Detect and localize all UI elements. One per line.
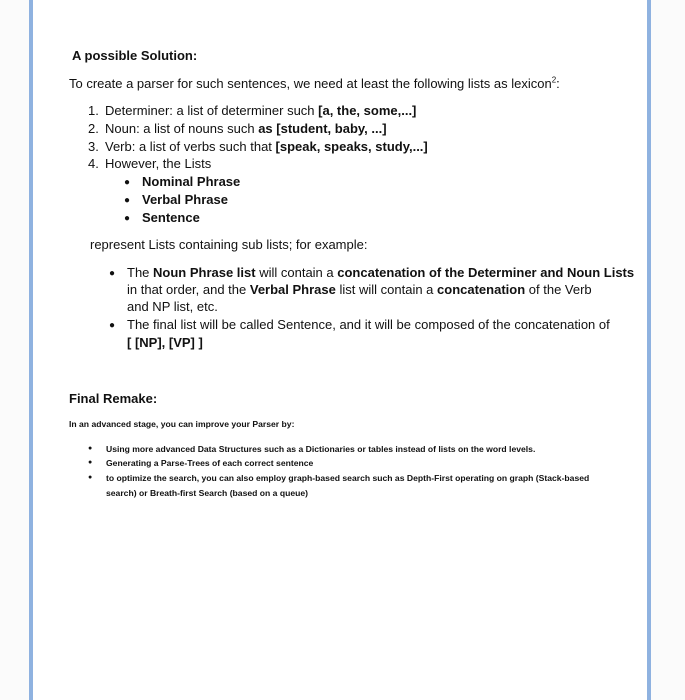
list-number: 4. (88, 156, 99, 171)
list-number: 2. (88, 121, 99, 136)
text-run: in that order, and the (127, 282, 250, 297)
example1-line1 (127, 265, 634, 280)
sub-item-nominal-phrase: Nominal Phrase (142, 174, 241, 189)
solution-intro (69, 76, 560, 91)
list-number: 1. (88, 103, 99, 118)
remake-bullet-3-cont: search) or Breath-first Search (based on a queue) (106, 488, 309, 498)
solution-heading: A possible Solution: (72, 48, 198, 63)
example1-line3: and NP list, etc. (127, 299, 218, 314)
list-number: 3. (88, 139, 99, 154)
text-run: will contain a (255, 265, 338, 280)
bold-run: concatenation of the Determiner and Noun Lists (337, 265, 635, 280)
list-text: However, the Lists (105, 156, 212, 171)
remake-bullet-3: to optimize the search, you can also employ graph-based search such as Depth-First operating on graph (Stack-based (106, 473, 590, 483)
text-run: The (127, 265, 154, 280)
list-text: Determiner: a list of determiner such (105, 103, 319, 118)
list-item-determiner (88, 103, 416, 118)
bold-run: Verbal Phrase (249, 282, 336, 297)
bullet-icon: ● (124, 177, 131, 188)
remake-bullet-1: Using more advanced Data Structures such as a Dictionaries or tables instead of lists on the word levels. (106, 444, 536, 454)
remake-bullet-2: Generating a Parse-Trees of each correct sentence (106, 458, 314, 468)
list-text: Verb: a list of verbs such that (105, 139, 276, 154)
bold-run: concatenation (437, 282, 526, 297)
footnote-ref: 2 (551, 75, 557, 85)
text-run: of the Verb (525, 282, 592, 297)
example2-line2: [ [NP], [VP] ] (127, 335, 203, 350)
list-bold: as [student, baby, ...] (258, 121, 387, 136)
list-item-however (88, 156, 211, 171)
bullet-icon: ● (109, 320, 116, 331)
sub-item-verbal-phrase: Verbal Phrase (142, 192, 228, 207)
bullet-icon: ● (109, 268, 116, 279)
list-item-noun (88, 121, 387, 136)
bold-run: Noun Phrase list (153, 265, 256, 280)
list-text: Noun: a list of nouns such (105, 121, 259, 136)
example1-line2 (127, 282, 592, 297)
solution-intro-end: : (556, 76, 560, 91)
text-run: list will contain a (335, 282, 438, 297)
bullet-icon: ● (88, 474, 93, 481)
example2-line1: The final list will be called Sentence, and it will be composed of the concatenation of (127, 317, 610, 332)
represent-text: represent Lists containing sub lists; for example: (90, 237, 368, 252)
solution-intro-text: To create a parser for such sentences, we need at least the following lists as lexicon (69, 76, 552, 91)
list-bold: [a, the, some,...] (318, 103, 417, 118)
bullet-icon: ● (124, 213, 131, 224)
bullet-icon: ● (88, 459, 93, 466)
list-item-verb (88, 139, 428, 154)
remake-intro: In an advanced stage, you can improve your Parser by: (69, 419, 295, 429)
bullet-icon: ● (124, 195, 131, 206)
sub-item-sentence: Sentence (142, 210, 200, 225)
bullet-icon: ● (88, 445, 93, 452)
list-bold: [speak, speaks, study,...] (275, 139, 428, 154)
remake-heading: Final Remake: (69, 391, 158, 406)
